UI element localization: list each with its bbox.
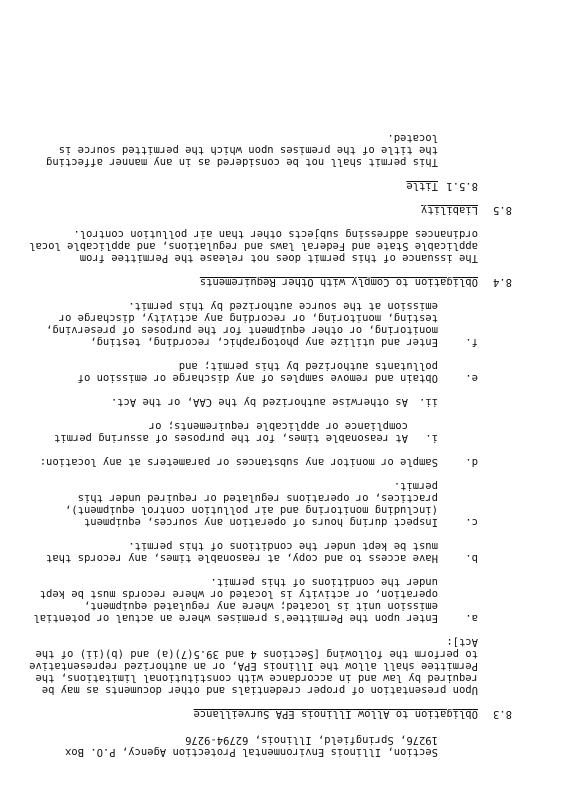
item-c-line-3: practices, or operations regulated or required under this bbox=[77, 492, 438, 504]
section-8-4-line-1: The issuance of this permit does not release the Permittee from bbox=[79, 252, 478, 264]
section-8-3-intro-3: Permittee shall allow the Illinois EPA, or an authorized representative bbox=[29, 660, 478, 672]
section-number-8-3: 8.3 bbox=[493, 708, 512, 720]
item-letter-d: d. bbox=[465, 456, 478, 468]
item-c-line-1: Inspect during hours of operation any sources, equipment bbox=[83, 516, 438, 528]
subitem-label-d-i: i. bbox=[425, 432, 438, 444]
section-8-4-line-2: applicable State and Federal laws and regulations, and applicable local bbox=[29, 240, 478, 252]
item-letter-a: a. bbox=[465, 612, 478, 624]
item-c-line-2: (including monitoring and air pollution control equipment), bbox=[65, 504, 438, 516]
section-number-8-5-1: 8.5.1 bbox=[446, 180, 478, 192]
subitem-d-i-line-2: compliance or applicable requirements; or bbox=[148, 420, 408, 432]
section-8-5-1-line-1: This permit shall not be considered as in any manner affecting bbox=[46, 156, 438, 168]
section-heading-8-3: Obligation to Allow Illinois EPA Surveillance bbox=[193, 708, 478, 720]
section-heading-8-4: Obligation to Comply with Other Requirements bbox=[199, 276, 478, 288]
subitem-d-ii-line-1: As otherwise authorized by the CAA, or the Act. bbox=[110, 396, 408, 408]
section-8-3-intro-1: Upon presentation of proper credentials and other documents as may be bbox=[41, 684, 478, 696]
subitem-d-i-line-1: At reasonable times, for the purposes of assuring permit bbox=[53, 432, 408, 444]
item-letter-c: c. bbox=[465, 516, 478, 528]
section-8-4-line-3: ordinances addressing subjects other than air pollution control. bbox=[73, 228, 478, 240]
item-a-line-2: emission unit is located; where any regulated equipment, bbox=[83, 600, 438, 612]
item-b-line-2: must be kept under the conditions of this permit. bbox=[128, 540, 438, 552]
item-b-line-1: Have access to and copy, at reasonable times, any records that bbox=[46, 552, 438, 564]
item-letter-b: b. bbox=[465, 552, 478, 564]
section-heading-8-5: Liability bbox=[421, 204, 478, 216]
item-d-line-1: Sample or monitor any substances or parameters at any location: bbox=[39, 456, 438, 468]
section-8-3-intro-4: to perform the following [Sections 4 and 39.5(7)(a) and (b)(ii) of the bbox=[35, 648, 478, 660]
item-a-line-3: operation, or activity is located or where records must be kept bbox=[39, 588, 438, 600]
item-f-line-4: emission at the source authorized by this permit. bbox=[128, 300, 438, 312]
section-number-8-5: 8.5 bbox=[493, 204, 512, 216]
item-f-line-1: Enter and utilize any photographic, recording, testing, bbox=[90, 336, 438, 348]
address-line-2: 19276, Springfield, Illinois, 62794-9276 bbox=[185, 734, 438, 746]
section-8-5-1-line-3: located. bbox=[387, 132, 438, 144]
item-a-line-1: Enter upon the Permittee's premises where an actual or potential bbox=[33, 612, 438, 624]
address-line-1: Section, Illinois Environmental Protection Agency, P.O. Box bbox=[65, 746, 438, 758]
item-f-line-2: monitoring, or other equipment for the purposes of preserving, bbox=[46, 324, 438, 336]
item-e-line-1: Obtain and remove samples of any discharge or emission of bbox=[77, 372, 438, 384]
item-f-line-3: testing, monitoring, or recording any activity, discharge or bbox=[58, 312, 438, 324]
section-number-8-4: 8.4 bbox=[493, 276, 512, 288]
item-letter-f: f. bbox=[465, 336, 478, 348]
section-8-3-intro-5: Act]: bbox=[446, 636, 478, 648]
item-a-line-4: under the conditions of this permit. bbox=[210, 576, 438, 588]
section-8-5-1-line-2: the title of the premises upon which the permitted source is bbox=[58, 144, 438, 156]
subitem-label-d-ii: ii. bbox=[419, 396, 438, 408]
section-8-3-intro-2: required by law and in accordance with constitutional limitations, the bbox=[35, 672, 478, 684]
item-c-line-4: permit. bbox=[393, 480, 438, 492]
section-heading-8-5-1: Title bbox=[406, 180, 438, 192]
item-letter-e: e. bbox=[465, 372, 478, 384]
item-e-line-2: pollutants authorized by this permit; and bbox=[178, 360, 438, 372]
